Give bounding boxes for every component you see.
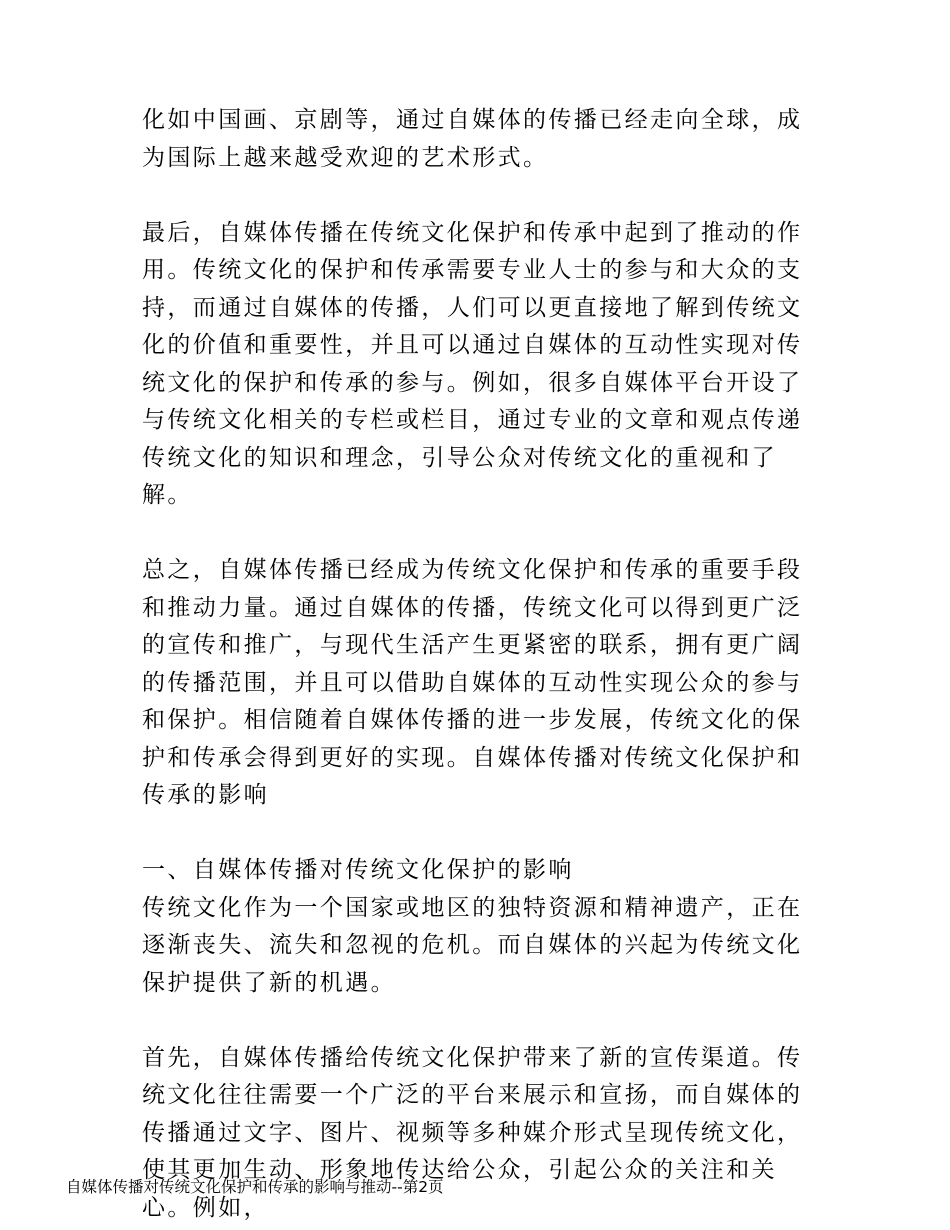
document-body — [142, 102, 822, 1227]
section-heading: 一、自媒体传播对传统文化保护的影响 — [142, 857, 574, 883]
paragraph-1: 化如中国画、京剧等，通过自媒体的传播已经走向全球，成为国际上越来越受欢迎的艺术形式。 — [142, 107, 803, 171]
paragraph-gap — [142, 515, 822, 553]
paragraph-gap — [142, 1002, 822, 1040]
paragraph-gap — [142, 177, 822, 215]
paragraph-5: 首先，自媒体传播给传统文化保护带来了新的宣传渠道。传统文化往往需要一个广泛的平台来展示和宣扬，而自媒体的传播通过文字、图片、视频等多种媒介形式呈现传统文化，使其更加生动、形象地传达给公众，引起公众的关注和关心。例如， — [142, 1044, 803, 1221]
paragraph-2: 最后，自媒体传播在传统文化保护和传承中起到了推动的作用。传统文化的保护和传承需要专业人士的参与和大众的支持，而通过自媒体的传播，人们可以更直接地了解到传统文化的价值和重要性，并且可以通过自媒体的互动性实现对传统文化的保护和传承的参与。例如，很多自媒体平台开设了与传统文化相关的专栏或栏目，通过专业的文章和观点传递传统文化的知识和理念，引导公众对传统文化的重视和了解。 — [142, 219, 803, 508]
paragraph-gap — [142, 815, 822, 853]
paragraph-4: 传统文化作为一个国家或地区的独特资源和精神遗产，正在逐渐丧失、流失和忽视的危机。而自媒体的兴起为传统文化保护提供了新的机遇。 — [142, 894, 803, 996]
page-footer: 自媒体传播对传统文化保护和传承的影响与推动--第2页 — [66, 1178, 444, 1196]
paragraph-3: 总之，自媒体传播已经成为传统文化保护和传承的重要手段和推动力量。通过自媒体的传播，传统文化可以得到更广泛的宣传和推广，与现代生活产生更紧密的联系，拥有更广阔的传播范围，并且可以借助自媒体的互动性实现公众的参与和保护。相信随着自媒体传播的进一步发展，传统文化的保护和传承会得到更好的实现。自媒体传播对传统文化保护和传承的影响 — [142, 557, 803, 808]
